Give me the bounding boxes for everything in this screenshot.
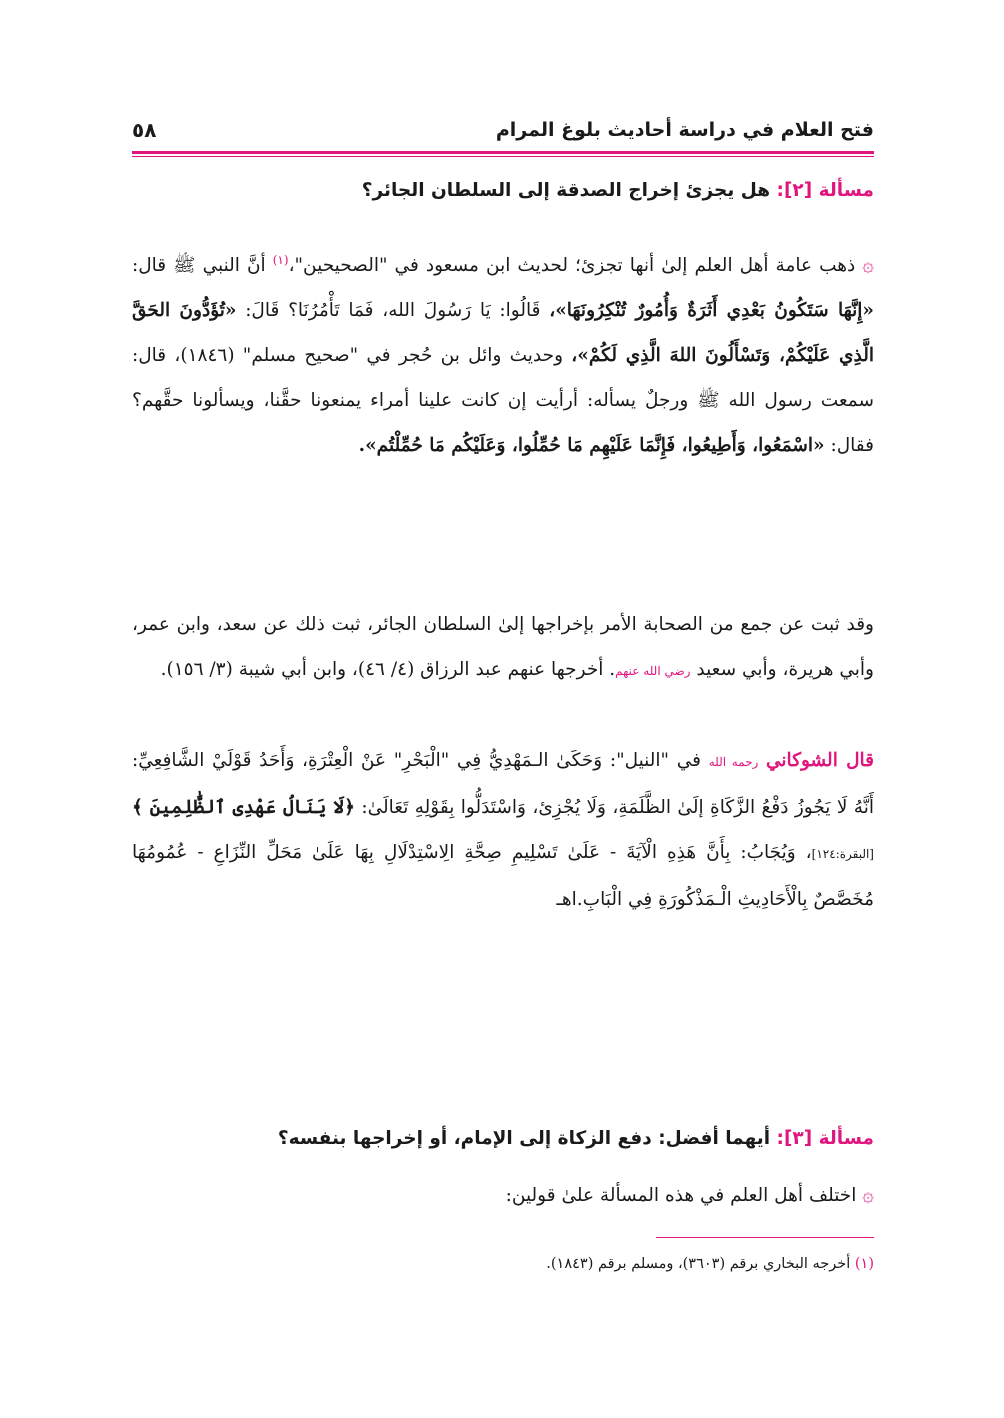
header-rule-thin bbox=[132, 156, 874, 157]
hadith-quote-1: «إِنَّهَا سَتَكُونُ بَعْدِي أَثَرَةٌ وَأُمُورٌ تُنْكِرُونَهَا»، bbox=[549, 300, 874, 322]
paragraph-companions bbox=[132, 602, 874, 694]
paragraph-shawkani bbox=[132, 738, 874, 922]
speaker-name: قال الشوكاني bbox=[765, 750, 874, 771]
page-number: ٥٨ bbox=[132, 118, 157, 142]
header-rule-thick bbox=[132, 151, 874, 154]
issue-heading-3 bbox=[132, 1128, 874, 1149]
quran-verse: ﴿لَا يَنَالُ عَهْدِى ٱلظَّٰلِمِينَ ﴾ bbox=[132, 797, 355, 818]
paragraph-disagreement bbox=[132, 1172, 874, 1218]
flower-ornament-icon: ۞ bbox=[862, 252, 875, 277]
para3-text-1: في "النيل": وَحَكَىٰ الـمَهْدِيُّ فِي "الْبَحْرِ" عَنْ الْعِتْرَةِ، وَأَحَدُ قَوْلَيْ الشَّافِعِيِّ: أَنَّهُ لَا يَجُوزُ دَفْعُ الزَّكَاةِ إلَىٰ الظَّلَمَةِ، وَلَا يُجْزِئ، وَاسْتَدَلُّوا بِقَوْلِهِ تَعَالَىٰ: bbox=[132, 750, 874, 818]
para3-text-2: ، وَيُجَابُ: بِأَنَّ هَذِهِ الْآيَةَ - عَلَىٰ تَسْلِيمِ صِحَّةِ الِاسْتِدْلَالِ بِهَا عَلَىٰ مَحَلِّ النِّزَاعِ - عُمُومُهَا مُخَصَّصٌ بِالْأَحَادِيثِ الْـمَذْكُورَةِ فِي الْبَابِ.اهـ bbox=[132, 842, 874, 910]
hadith-quote-2: «تُؤَدُّونَ الحَقَّ الَّذِي عَلَيْكُمْ، وَتَسْأَلُونَ اللهَ الَّذِي لَكُمْ»، bbox=[132, 300, 875, 367]
para1-text-3: وحديث وائل بن حُجر في "صحيح مسلم" (١٨٤٦)، قال: سمعت رسول الله ﷺ ورجلٌ يسأله: أرأيت إن كانت علينا أمراء يمنعونا حقَّنا، ويسألونا حقَّهم؟ فقال: bbox=[132, 345, 874, 457]
running-header bbox=[132, 112, 874, 148]
footnote-number: (١) bbox=[854, 1256, 874, 1272]
issue-label: مسألة [٢]: bbox=[776, 180, 874, 201]
para1-text-1: ذهب عامة أهل العلم إلىٰ أنها تجزئ؛ لحديث ابن مسعود في "الصحيحين"، bbox=[288, 255, 856, 277]
footnote-ref: (١) bbox=[272, 253, 289, 267]
honorific-shawkani: رحمه الله bbox=[708, 755, 759, 769]
hadith-quote-3: «اسْمَعُوا، وَأَطِيعُوا، فَإِنَّمَا عَلَيْهِم مَا حُمِّلُوا، وَعَلَيْكُم مَا حُمِّلْتُم». bbox=[358, 435, 825, 457]
paragraph-majority-view bbox=[132, 238, 874, 468]
book-title: فتح العلام في دراسة أحاديث بلوغ المرام bbox=[495, 119, 874, 141]
para4-text: اختلف أهل العلم في هذه المسألة علىٰ قولين: bbox=[505, 1185, 857, 1206]
issue-heading-2 bbox=[132, 180, 874, 201]
footnote-separator bbox=[656, 1237, 874, 1238]
para1-text-2: أنَّ النبي ﷺ قال: bbox=[132, 255, 266, 277]
honorific-companions: رضي الله عنهم bbox=[615, 664, 691, 678]
para2-text-2: . أخرجها عنهم عبد الرزاق (٤/ ٤٦)، وابن أبي شيبة (٣/ ١٥٦). bbox=[160, 659, 616, 680]
issue-label: مسألة [٣]: bbox=[776, 1128, 874, 1149]
verse-reference: [البقرة:١٢٤] bbox=[811, 847, 874, 861]
footnote-text: أخرجه البخاري برقم (٣٦٠٣)، ومسلم برقم (١٨٤٣). bbox=[546, 1256, 851, 1272]
hadith-dialogue: قَالُوا: يَا رَسُولَ الله، فَمَا تَأْمُرُنَا؟ قَالَ: bbox=[245, 300, 541, 322]
issue-question: أيهما أفضل: دفع الزكاة إلى الإمام، أو إخراجها بنفسه؟ bbox=[277, 1128, 771, 1149]
flower-ornament-icon: ۞ bbox=[862, 1182, 874, 1206]
footnote bbox=[132, 1256, 874, 1272]
para2-text: وقد ثبت عن جمع من الصحابة الأمر بإخراجها إلىٰ السلطان الجائر، ثبت ذلك عن سعد، وابن عمر، وأبي هريرة، وأبي سعيد bbox=[132, 614, 874, 680]
issue-question: هل يجزئ إخراج الصدقة إلى السلطان الجائر؟ bbox=[361, 180, 771, 201]
